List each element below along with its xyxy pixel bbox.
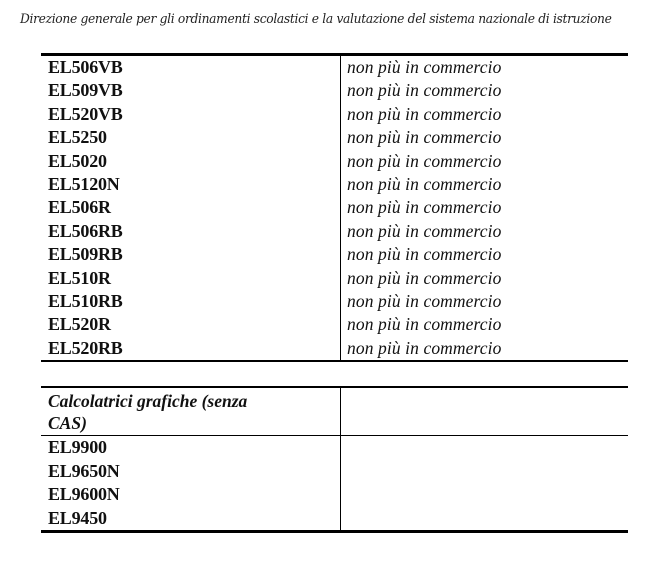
table-row [41,460,628,484]
table-row [41,267,628,290]
model-cell: EL9900 [41,436,341,460]
status-cell [341,436,629,460]
status-cell [341,460,629,484]
table-row [41,150,628,173]
calculator-status-table [41,53,628,362]
table-row [41,196,628,219]
status-cell: non più in commercio [347,337,502,358]
status-cell: non più in commercio [347,150,502,171]
table-row [41,507,628,532]
model-cell: EL5020 [41,150,341,173]
model-cell: EL510R [41,267,341,290]
status-cell: non più in commercio [347,80,502,101]
model-cell: EL5250 [41,126,341,149]
table-row [41,483,628,507]
table-row [41,436,628,460]
document-header-title: Direzione generale per gli ordinamenti scolastici e la valutazione del sistema nazionale di istruzione [20,12,612,27]
status-cell: non più in commercio [347,197,502,218]
status-cell [341,483,629,507]
table-row [41,337,628,361]
model-cell: EL9450 [41,507,341,532]
section-title-cell [41,387,341,436]
table-row [41,103,628,126]
model-cell: EL9600N [41,483,341,507]
status-cell: non più in commercio [347,174,502,195]
status-cell: non più in commercio [347,103,502,124]
status-cell: non più in commercio [347,314,502,335]
table-row [41,243,628,266]
table-row [41,126,628,149]
model-cell: EL506VB [41,55,341,80]
status-cell: non più in commercio [347,244,502,265]
table-row [41,173,628,196]
status-cell [341,387,629,436]
section-header-row [41,387,628,436]
status-cell: non più in commercio [347,220,502,241]
table-row [41,79,628,102]
section-title: Calcolatrici grafiche (senza CAS) [48,391,248,433]
status-cell [341,507,629,532]
model-cell: EL520R [41,313,341,336]
model-cell: EL506R [41,196,341,219]
model-cell: EL509RB [41,243,341,266]
status-cell: non più in commercio [347,291,502,312]
graphing-calculators-table [41,386,628,533]
status-cell: non più in commercio [347,267,502,288]
model-cell: EL510RB [41,290,341,313]
table-row [41,290,628,313]
model-cell: EL506RB [41,220,341,243]
model-cell: EL509VB [41,79,341,102]
model-cell: EL520VB [41,103,341,126]
table-row [41,220,628,243]
status-cell: non più in commercio [347,57,502,77]
status-cell: non più in commercio [347,127,502,148]
model-cell: EL5120N [41,173,341,196]
model-cell: EL9650N [41,460,341,484]
table-row [41,55,628,80]
model-cell: EL520RB [41,337,341,361]
table-row [41,313,628,336]
